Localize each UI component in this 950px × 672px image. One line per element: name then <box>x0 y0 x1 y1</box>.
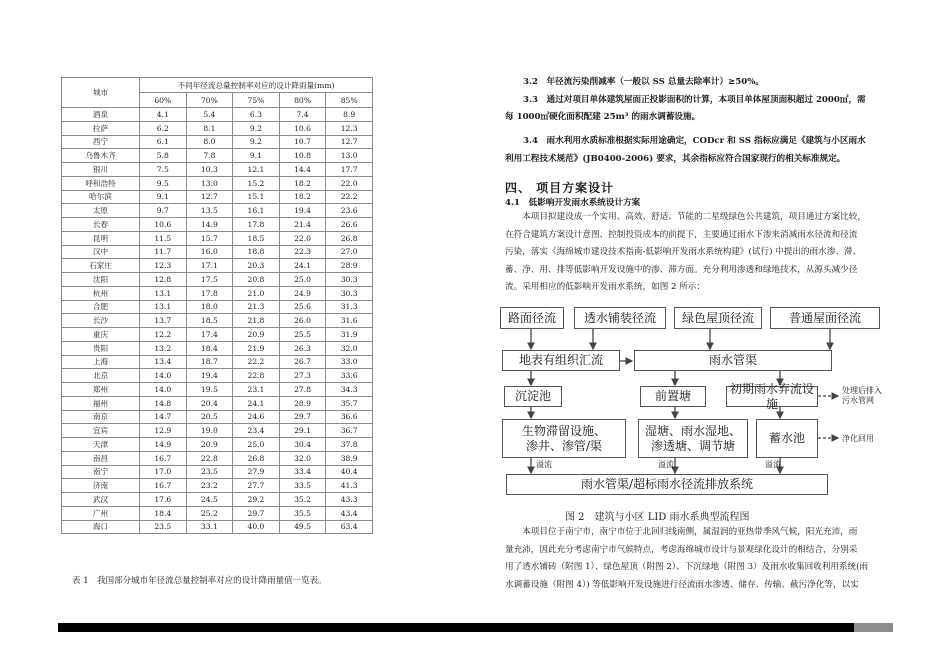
rainfall-cell: 9.5 <box>140 176 187 190</box>
rainfall-cell: 25.6 <box>279 300 326 314</box>
rainfall-cell: 40.4 <box>326 465 373 479</box>
rainfall-cell: 17.0 <box>140 465 187 479</box>
box-initial-diversion: 初期雨水弃流设施 <box>726 386 818 407</box>
city-cell: 长沙 <box>62 314 140 328</box>
rainfall-cell: 7.4 <box>279 108 326 122</box>
rainfall-cell: 13.5 <box>186 204 233 218</box>
city-cell: 武汉 <box>62 493 140 507</box>
rainfall-cell: 18.5 <box>233 231 280 245</box>
clause-3-3-line2: 每 1000㎡硬化面积配建 25m³ 的雨水调蓄设施。 <box>505 112 701 122</box>
rainfall-cell: 18.4 <box>140 506 187 520</box>
percent-header: 75% <box>233 93 280 108</box>
rainfall-cell: 12.2 <box>140 328 187 342</box>
rainfall-cell: 31.6 <box>326 314 373 328</box>
overflow-label-2: 溢流 <box>658 460 674 469</box>
city-cell: 北京 <box>62 369 140 383</box>
rainfall-cell: 13.2 <box>140 341 187 355</box>
clause-3-2: 3.2 年径流污染削减率（一般以 SS 总量去除率计）≥50%。 <box>523 77 764 87</box>
rainfall-cell: 27.9 <box>233 465 280 479</box>
box-discharge-system: 雨水管渠/超标雨水径流排放系统 <box>506 474 828 495</box>
box-rain-pipe: 雨水管渠 <box>634 350 832 371</box>
table-row <box>62 286 373 300</box>
table-row <box>62 383 373 397</box>
rainfall-cell: 19.4 <box>186 369 233 383</box>
rainfall-cell: 34.3 <box>326 383 373 397</box>
city-cell: 西宁 <box>62 135 140 149</box>
rainfall-cell: 29.1 <box>279 424 326 438</box>
rainfall-cell: 7.5 <box>140 163 187 177</box>
box-forebay: 前置塘 <box>640 386 706 407</box>
rainfall-cell: 24.1 <box>279 259 326 273</box>
rainfall-cell: 37.8 <box>326 438 373 452</box>
city-cell: 拉萨 <box>62 121 140 135</box>
clause-3-4-line1: 3.4 雨水利用水质标准根据实际用途确定，CODcr 和 SS 指标应满足《建筑与小区雨水 <box>523 136 866 146</box>
rainfall-cell: 24.9 <box>279 286 326 300</box>
rainfall-cell: 10.3 <box>186 163 233 177</box>
rainfall-cell: 20.9 <box>186 438 233 452</box>
rainfall-cell: 22.0 <box>326 176 373 190</box>
clause-3-3-line1: 3.3 通过对项目单体建筑屋面正投影面积的计算，本项目单体屋顶面积超过 2000㎡，需 <box>523 95 866 105</box>
body2-line: 量充沛，因此充分考虑南宁市气候特点，考虑海绵城市设计与景观绿化设计的相结合，分别采 <box>505 544 858 555</box>
rainfall-cell: 9.2 <box>233 121 280 135</box>
rainfall-cell: 8.0 <box>186 135 233 149</box>
rainfall-cell: 29.2 <box>233 493 280 507</box>
rainfall-cell: 18.4 <box>186 341 233 355</box>
rainfall-cell: 10.7 <box>279 135 326 149</box>
box-wet-pond <box>638 419 748 458</box>
table-row <box>62 369 373 383</box>
percent-header: 60% <box>140 93 187 108</box>
rainfall-cell: 9.1 <box>140 190 187 204</box>
rainfall-cell: 35.2 <box>279 493 326 507</box>
box-normal-roof-runoff: 普通屋面径流 <box>770 307 880 329</box>
rainfall-cell: 5.8 <box>140 149 187 163</box>
rainfall-cell: 9.2 <box>233 135 280 149</box>
rainfall-cell: 32.0 <box>279 451 326 465</box>
rainfall-cell: 15.7 <box>186 231 233 245</box>
city-cell: 银川 <box>62 163 140 177</box>
rainfall-cell: 21.3 <box>233 300 280 314</box>
body1-line: 本项目拟建设成一个实用、高效、舒适、节能的二星级绿色公共建筑，项目通过方案比较， <box>505 212 866 222</box>
sewer-note-line2: 污水管网 <box>842 396 874 405</box>
city-cell: 长春 <box>62 218 140 232</box>
overflow-label-3: 溢流 <box>765 460 781 469</box>
city-cell: 合肥 <box>62 300 140 314</box>
table-row <box>62 163 373 177</box>
rainfall-cell: 13.0 <box>326 149 373 163</box>
table-row <box>62 341 373 355</box>
city-cell: 重庆 <box>62 328 140 342</box>
rainfall-cell: 49.5 <box>279 520 326 534</box>
rainfall-cell: 23.2 <box>186 479 233 493</box>
rainfall-cell: 15.1 <box>233 190 280 204</box>
rainfall-cell: 27.3 <box>279 369 326 383</box>
rainfall-cell: 14.0 <box>140 369 187 383</box>
table-row <box>62 355 373 369</box>
rainfall-cell: 8.9 <box>326 108 373 122</box>
city-cell: 沈阳 <box>62 273 140 287</box>
rainfall-cell: 12.7 <box>186 190 233 204</box>
rainfall-cell: 23.5 <box>186 465 233 479</box>
rainfall-cell: 22.0 <box>279 231 326 245</box>
rainfall-cell: 26.6 <box>326 218 373 232</box>
table-row <box>62 410 373 424</box>
rainfall-cell: 33.4 <box>279 465 326 479</box>
table-row <box>62 218 373 232</box>
rainfall-cell: 41.3 <box>326 479 373 493</box>
rainfall-cell: 21.8 <box>233 314 280 328</box>
box-storage-tank: 蓄水池 <box>756 419 818 458</box>
rainfall-cell: 28.9 <box>279 396 326 410</box>
rainfall-cell: 10.6 <box>279 121 326 135</box>
rainfall-cell: 26.3 <box>279 341 326 355</box>
rainfall-cell: 21.4 <box>279 218 326 232</box>
table-row <box>62 108 373 122</box>
rainfall-cell: 15.2 <box>233 176 280 190</box>
table-row <box>62 204 373 218</box>
rainfall-cell: 26.8 <box>326 231 373 245</box>
rainfall-cell: 14.0 <box>140 383 187 397</box>
rainfall-cell: 16.0 <box>186 245 233 259</box>
rainfall-cell: 6.1 <box>140 135 187 149</box>
rainfall-cell: 17.1 <box>186 259 233 273</box>
overflow-label-1: 溢流 <box>536 460 552 469</box>
table-row <box>62 424 373 438</box>
rainfall-cell: 14.9 <box>140 438 187 452</box>
rainfall-cell: 29.7 <box>233 506 280 520</box>
table-row <box>62 438 373 452</box>
rainfall-cell: 17.7 <box>326 163 373 177</box>
city-cell: 宜宾 <box>62 424 140 438</box>
rainfall-cell: 14.7 <box>140 410 187 424</box>
rainfall-cell: 22.8 <box>186 451 233 465</box>
rainfall-cell: 19.4 <box>279 204 326 218</box>
sewer-note-line1: 处理后排入 <box>842 386 882 395</box>
rainfall-cell: 25.0 <box>279 273 326 287</box>
table-row <box>62 149 373 163</box>
rainfall-cell: 16.7 <box>140 479 187 493</box>
rainfall-cell: 9.7 <box>140 204 187 218</box>
rainfall-cell: 43.3 <box>326 493 373 507</box>
rainfall-cell: 63.4 <box>326 520 373 534</box>
city-cell: 郑州 <box>62 383 140 397</box>
rainfall-cell: 12.1 <box>233 163 280 177</box>
rainfall-cell: 12.8 <box>140 273 187 287</box>
rainfall-cell: 20.9 <box>233 328 280 342</box>
rainfall-cell: 24.1 <box>233 396 280 410</box>
box-surface-confluence: 地表有组织汇流 <box>502 350 620 371</box>
rainfall-cell: 35.7 <box>326 396 373 410</box>
rainfall-cell: 35.5 <box>279 506 326 520</box>
rainfall-cell: 20.8 <box>233 273 280 287</box>
rainfall-cell: 43.4 <box>326 506 373 520</box>
rainfall-cell: 17.8 <box>233 218 280 232</box>
city-cell: 天津 <box>62 438 140 452</box>
city-cell: 呼和浩特 <box>62 176 140 190</box>
table-row <box>62 231 373 245</box>
box-settling-tank: 沉淀池 <box>504 386 562 407</box>
rainfall-cell: 28.9 <box>326 259 373 273</box>
body1-line: 污染，落实《海绵城市建设技术指南-低影响开发雨水系统构建》(试行) 中提出的雨水渗、滞、 <box>505 247 862 257</box>
rainfall-cell: 25.2 <box>186 506 233 520</box>
body2-line: 水调蓄设施（附图 4）) 等低影响开发设施进行径流雨水渗透、储存、传输、截污净化等，以实 <box>505 579 859 590</box>
table-row <box>62 479 373 493</box>
rainfall-cell: 14.4 <box>279 163 326 177</box>
city-cell: 南京 <box>62 410 140 424</box>
rainfall-cell: 12.9 <box>140 424 187 438</box>
rainfall-cell: 17.8 <box>186 286 233 300</box>
rainfall-cell: 31.3 <box>326 300 373 314</box>
rainfall-cell: 12.7 <box>326 135 373 149</box>
city-cell: 太原 <box>62 204 140 218</box>
rainfall-cell: 9.1 <box>233 149 280 163</box>
rainfall-cell: 18.2 <box>279 176 326 190</box>
rainfall-cell: 27.8 <box>279 383 326 397</box>
rainfall-cell: 31.9 <box>326 328 373 342</box>
rainfall-cell: 36.6 <box>326 410 373 424</box>
rainfall-cell: 30.4 <box>279 438 326 452</box>
rainfall-cell: 20.5 <box>186 410 233 424</box>
rainfall-cell: 18.2 <box>279 190 326 204</box>
rainfall-cell: 33.6 <box>326 369 373 383</box>
rainfall-cell: 12.3 <box>140 259 187 273</box>
city-cell: 海口 <box>62 520 140 534</box>
city-cell: 福州 <box>62 396 140 410</box>
box-green-roof-runoff: 绿色屋顶径流 <box>674 307 762 329</box>
body2-line: 用了透水铺砖（附图 1）、绿色屋顶（附图 2）、下沉绿地（附图 3）及雨水收集回收利用系统(雨 <box>505 562 869 572</box>
table-row <box>62 190 373 204</box>
city-cell: 昆明 <box>62 231 140 245</box>
wet-line-1: 湿塘、雨水湿地、 <box>644 423 741 438</box>
rainfall-cell: 10.6 <box>140 218 187 232</box>
city-cell: 南宁 <box>62 465 140 479</box>
rainfall-cell: 29.7 <box>279 410 326 424</box>
rainfall-cell: 4.1 <box>140 108 187 122</box>
rainfall-cell: 32.0 <box>326 341 373 355</box>
rainfall-cell: 14.9 <box>186 218 233 232</box>
rainfall-cell: 18.7 <box>186 355 233 369</box>
rainfall-cell: 20.3 <box>233 259 280 273</box>
rainfall-cell: 13.1 <box>140 286 187 300</box>
bio-line-2: 渗井、渗管/渠 <box>525 438 603 453</box>
rainfall-cell: 11.7 <box>140 245 187 259</box>
table-row <box>62 135 373 149</box>
percent-header: 70% <box>186 93 233 108</box>
city-cell: 哈尔滨 <box>62 190 140 204</box>
footer-bar-accent <box>854 623 893 632</box>
rainfall-cell: 23.6 <box>326 204 373 218</box>
rainfall-cell: 25.5 <box>279 328 326 342</box>
rainfall-cell: 13.7 <box>140 314 187 328</box>
box-permeable-runoff: 透水铺装径流 <box>574 307 666 329</box>
table-row <box>62 314 373 328</box>
rainfall-cell: 17.5 <box>186 273 233 287</box>
rainfall-cell: 27.7 <box>233 479 280 493</box>
city-cell: 贵阳 <box>62 341 140 355</box>
rainfall-cell: 33.1 <box>186 520 233 534</box>
subsection-heading: 4.1 低影响开发雨水系统设计方案 <box>505 198 641 208</box>
table-row <box>62 328 373 342</box>
rainfall-cell: 27.0 <box>326 245 373 259</box>
rainfall-cell: 16.1 <box>233 204 280 218</box>
body-paragraph-2 <box>505 524 905 594</box>
rainfall-cell: 40.0 <box>233 520 280 534</box>
box-road-runoff: 路面径流 <box>500 307 564 329</box>
rainfall-cell: 13.4 <box>140 355 187 369</box>
rainfall-cell: 24.5 <box>186 493 233 507</box>
rainfall-cell: 16.7 <box>140 451 187 465</box>
rainfall-cell: 23.1 <box>233 383 280 397</box>
rainfall-cell: 36.7 <box>326 424 373 438</box>
rainfall-cell: 18.8 <box>233 245 280 259</box>
percent-header: 80% <box>279 93 326 108</box>
rainfall-cell: 14.8 <box>140 396 187 410</box>
rainfall-cell: 22.8 <box>233 369 280 383</box>
rainfall-cell: 10.8 <box>279 149 326 163</box>
rainfall-cell: 21.0 <box>233 286 280 300</box>
rainfall-cell: 33.5 <box>279 479 326 493</box>
footer-bar <box>58 623 854 632</box>
body1-line: 蓄、净、用、排等低影响开发设施中的渗、滞方面。充分利用渗透和绿地技术，从源头减少径 <box>505 264 858 275</box>
rainfall-cell: 30.3 <box>326 273 373 287</box>
rainfall-cell: 26.7 <box>279 355 326 369</box>
table-row <box>62 520 373 534</box>
rainfall-cell: 17.4 <box>186 328 233 342</box>
rainfall-cell: 19.5 <box>186 383 233 397</box>
section-heading: 四、 项目方案设计 <box>505 181 615 195</box>
table-row <box>62 493 373 507</box>
rainfall-cell: 17.6 <box>140 493 187 507</box>
city-cell: 乌鲁木齐 <box>62 149 140 163</box>
city-cell: 上海 <box>62 355 140 369</box>
rainfall-cell: 11.5 <box>140 231 187 245</box>
wet-line-2: 渗透塘、调节塘 <box>650 438 735 453</box>
rainfall-cell: 25.0 <box>233 438 280 452</box>
rainfall-cell: 33.0 <box>326 355 373 369</box>
table-row <box>62 176 373 190</box>
table-row <box>62 259 373 273</box>
table-row <box>62 396 373 410</box>
table-row <box>62 451 373 465</box>
rainfall-cell: 13.1 <box>140 300 187 314</box>
figure-caption: 图 2 建筑与小区 LID 雨水系典型流程图 <box>565 512 750 523</box>
city-cell: 汉中 <box>62 245 140 259</box>
table-body <box>62 108 373 534</box>
table-row <box>62 506 373 520</box>
clause-3-4-line2: 利用工程技术规范》(JB0400-2006) 要求，其余指标应符合国家现行的相关标准规定。 <box>505 154 846 164</box>
rainfall-cell: 18.5 <box>186 314 233 328</box>
rainfall-cell: 20.4 <box>186 396 233 410</box>
city-cell: 济南 <box>62 479 140 493</box>
rainfall-cell: 18.0 <box>186 300 233 314</box>
rainfall-cell: 12.3 <box>326 121 373 135</box>
sewer-note <box>842 386 882 406</box>
rainfall-cell: 26.0 <box>279 314 326 328</box>
rainfall-cell: 30.3 <box>326 286 373 300</box>
city-cell: 广州 <box>62 506 140 520</box>
rainfall-cell: 19.0 <box>186 424 233 438</box>
rainfall-table <box>61 77 373 534</box>
rainfall-cell: 38.9 <box>326 451 373 465</box>
percent-header: 85% <box>326 93 373 108</box>
city-cell: 石家庄 <box>62 259 140 273</box>
bio-line-1: 生物滞留设施、 <box>521 423 606 438</box>
reuse-note: 净化回用 <box>842 434 874 443</box>
rainfall-cell: 23.5 <box>140 520 187 534</box>
rainfall-cell: 8.1 <box>186 121 233 135</box>
rainfall-cell: 22.2 <box>233 355 280 369</box>
table-row <box>62 245 373 259</box>
box-bioretention <box>502 419 626 458</box>
body2-line: 本项目位于南宁市，南宁市位于北回归线南侧，属湿润的亚热带季风气候，阳光充沛，雨 <box>505 527 858 537</box>
body-paragraph-1 <box>505 209 905 297</box>
city-cell: 杭州 <box>62 286 140 300</box>
table-row <box>62 465 373 479</box>
rainfall-cell: 26.8 <box>233 451 280 465</box>
rainfall-cell: 24.6 <box>233 410 280 424</box>
rainfall-cell: 7.8 <box>186 149 233 163</box>
city-column-header: 城市 <box>62 78 140 108</box>
city-cell: 南昌 <box>62 451 140 465</box>
rainfall-cell: 13.0 <box>186 176 233 190</box>
rainfall-cell: 6.3 <box>233 108 280 122</box>
rainfall-cell: 21.9 <box>233 341 280 355</box>
body1-line: 在符合建筑方案设计意图、控制投资成本的前提下，主要通过雨水下渗来消减雨水径流和径流 <box>505 229 858 240</box>
rainfall-cell: 6.2 <box>140 121 187 135</box>
table-row <box>62 121 373 135</box>
rainfall-cell: 5.4 <box>186 108 233 122</box>
table-row <box>62 273 373 287</box>
rainfall-cell: 22.3 <box>279 245 326 259</box>
rainfall-cell: 22.2 <box>326 190 373 204</box>
group-column-header: 不同年径流总量控制率对应的设计降雨量(mm) <box>140 78 373 93</box>
city-cell: 酒泉 <box>62 108 140 122</box>
table-caption: 表 1 我国部分城市年径流总量控制率对应的设计降雨量值一览表。 <box>72 576 327 586</box>
body1-line: 流。采用相应的低影响开发雨水系统，如图 2 所示： <box>505 282 705 292</box>
table-row <box>62 300 373 314</box>
rainfall-cell: 23.4 <box>233 424 280 438</box>
lid-flow-diagram <box>500 303 910 503</box>
